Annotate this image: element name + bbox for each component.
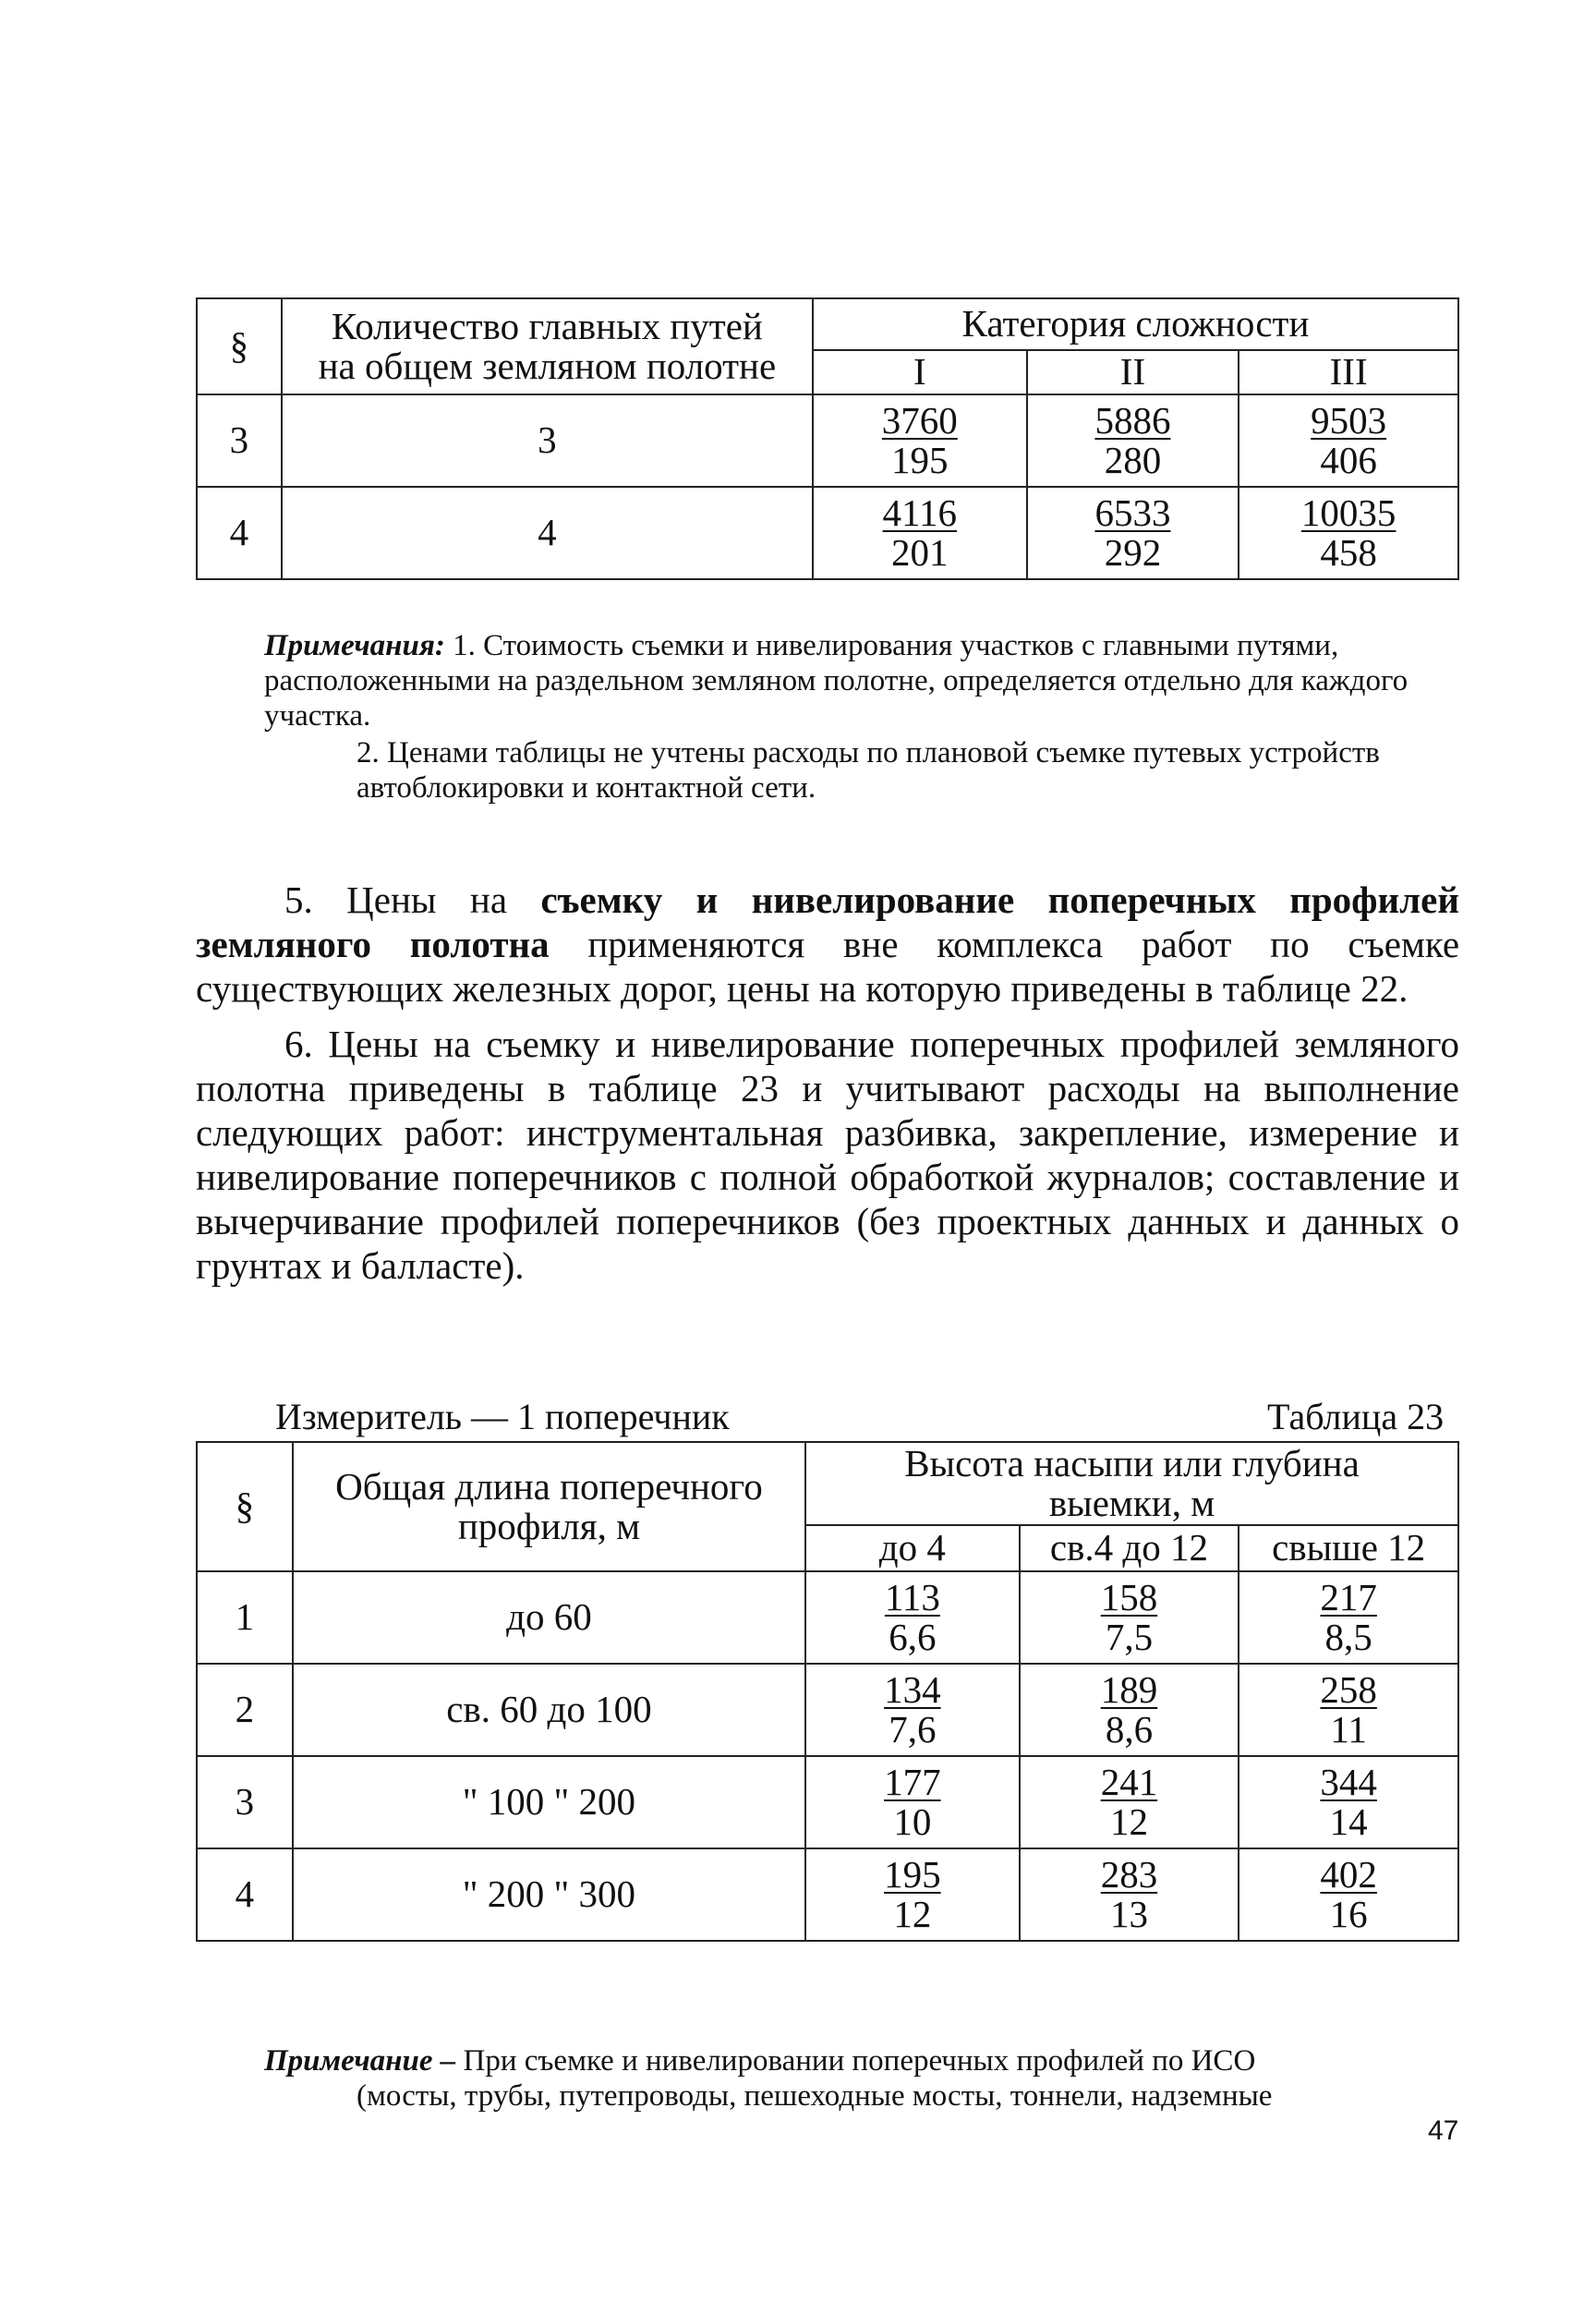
price-value: 4116 bbox=[882, 491, 958, 534]
price-cell bbox=[1239, 1664, 1458, 1756]
page-number: 47 bbox=[1428, 2115, 1459, 2146]
price-secondary-value: 12 bbox=[1109, 1800, 1148, 1843]
paragraph-6: 6. Цены на съемку и нивелирование поперечных профилей земляного полотна приведены в таблице 23 и учитывают расходы на выполнение следующих работ: инструментальная разбивка, закрепление, измерение и нивелирование поперечников с полной обработкой журналов; составление и вычерчивание профилей поперечников (без проектных данных и данных о грунтах и балласте). bbox=[196, 1023, 1459, 1287]
price-value: 134 bbox=[884, 1667, 941, 1711]
complexity-table bbox=[196, 297, 1459, 580]
table-row bbox=[197, 1664, 1458, 1756]
table1-notes bbox=[264, 628, 1465, 806]
paragraph-5-bold: съемку и нивелирование поперечных профилей земляного полотна bbox=[196, 878, 1459, 965]
price-cell bbox=[1020, 1664, 1239, 1756]
price-secondary-value: 14 bbox=[1329, 1800, 1368, 1843]
price-secondary-value: 458 bbox=[1320, 531, 1377, 574]
table-row bbox=[197, 1571, 1458, 1664]
row-section: 3 bbox=[197, 394, 282, 487]
row-section: 3 bbox=[197, 1756, 293, 1848]
price-secondary-value: 280 bbox=[1104, 439, 1162, 481]
row-profile-length: до 60 bbox=[293, 1571, 805, 1664]
body-text bbox=[196, 878, 1459, 1288]
price-secondary-value: 6,6 bbox=[889, 1616, 937, 1658]
price-cell bbox=[1020, 1848, 1239, 1941]
complexity-category-header: Категория сложности bbox=[813, 298, 1458, 350]
price-cell bbox=[813, 487, 1027, 579]
price-value: 258 bbox=[1320, 1667, 1377, 1711]
price-cell bbox=[1239, 1848, 1458, 1941]
note-line-2: (мосты, трубы, путепроводы, пешеходные мосты, тоннели, надземные bbox=[357, 2079, 1273, 2113]
note-label: Примечание – bbox=[264, 2044, 456, 2078]
profile-length-header bbox=[293, 1442, 805, 1571]
price-cell bbox=[805, 1664, 1020, 1756]
price-cell bbox=[1239, 394, 1458, 487]
row-tracks-count: 3 bbox=[282, 394, 813, 487]
note-1-rest: путями, расположенными на раздельном земляном полотне, определяется отдельно для каждого участка. bbox=[264, 629, 1409, 733]
paragraph-5 bbox=[196, 878, 1459, 1011]
height-col-3: свыше 12 bbox=[1239, 1525, 1458, 1571]
row-profile-length: св. 60 до 100 bbox=[293, 1664, 805, 1756]
row-profile-length: " 100 " 200 bbox=[293, 1756, 805, 1848]
price-value: 195 bbox=[884, 1852, 941, 1896]
price-secondary-value: 292 bbox=[1104, 531, 1162, 574]
price-value: 344 bbox=[1320, 1760, 1377, 1803]
price-value: 3760 bbox=[881, 398, 958, 442]
category-col-3: III bbox=[1239, 350, 1458, 394]
table2-meter: Измеритель — 1 поперечник bbox=[275, 1396, 730, 1437]
price-cell bbox=[1239, 1571, 1458, 1664]
row-profile-length: " 200 " 300 bbox=[293, 1848, 805, 1941]
height-header bbox=[805, 1442, 1458, 1525]
row-section: 4 bbox=[197, 487, 282, 579]
price-secondary-value: 406 bbox=[1320, 439, 1377, 481]
section-header: § bbox=[197, 298, 282, 394]
table-row bbox=[197, 487, 1458, 579]
price-value: 177 bbox=[884, 1760, 941, 1803]
tracks-count-header-line2: на общем земляном полотне bbox=[318, 345, 777, 387]
category-col-1: I bbox=[813, 350, 1027, 394]
table-row bbox=[197, 394, 1458, 487]
note-line-1 bbox=[264, 2043, 1465, 2078]
price-secondary-value: 195 bbox=[891, 439, 949, 481]
price-cell bbox=[1239, 487, 1458, 579]
price-secondary-value: 7,5 bbox=[1105, 1616, 1154, 1658]
price-secondary-value: 12 bbox=[893, 1893, 932, 1935]
price-secondary-value: 16 bbox=[1329, 1893, 1368, 1935]
section-header: § bbox=[197, 1442, 293, 1571]
price-value: 241 bbox=[1100, 1760, 1158, 1803]
paragraph-5-end: применяются вне комплекса работ по съемке существующих железных дорог, цены на которую приведены в таблице 22. bbox=[196, 923, 1460, 1010]
price-cell bbox=[1020, 1571, 1239, 1664]
row-tracks-count: 4 bbox=[282, 487, 813, 579]
price-cell bbox=[813, 394, 1027, 487]
height-header-line2: выемки, м bbox=[1048, 1482, 1215, 1524]
tracks-count-header bbox=[282, 298, 813, 394]
cross-section-table bbox=[196, 1441, 1459, 1942]
price-cell bbox=[1020, 1756, 1239, 1848]
price-cell bbox=[1027, 487, 1239, 579]
price-cell bbox=[1027, 394, 1239, 487]
height-header-line1: Высота насыпи или глубина bbox=[904, 1441, 1360, 1484]
price-value: 189 bbox=[1100, 1667, 1158, 1711]
table-row bbox=[197, 1756, 1458, 1848]
price-secondary-value: 13 bbox=[1109, 1893, 1148, 1935]
price-value: 158 bbox=[1100, 1575, 1158, 1618]
price-value: 402 bbox=[1320, 1852, 1377, 1896]
paragraph-5-start: 5. Цены на bbox=[284, 878, 541, 921]
price-value: 283 bbox=[1100, 1852, 1158, 1896]
tracks-count-header-line1: Количество главных путей bbox=[331, 304, 763, 347]
notes-label: Примечания: bbox=[264, 629, 445, 662]
category-col-2: II bbox=[1027, 350, 1239, 394]
price-cell bbox=[805, 1756, 1020, 1848]
price-secondary-value: 11 bbox=[1330, 1708, 1367, 1751]
price-value: 9503 bbox=[1311, 398, 1387, 442]
note-1-start: 1. Стоимость съемки и нивелирования участков с главными bbox=[453, 629, 1229, 662]
note-2: 2. Ценами таблицы не учтены расходы по плановой съемке путевых устройств автоблокировки и контактной сети. bbox=[357, 736, 1380, 805]
price-cell bbox=[805, 1848, 1020, 1941]
height-col-1: до 4 bbox=[805, 1525, 1020, 1571]
table2-note bbox=[264, 2043, 1465, 2114]
price-value: 113 bbox=[884, 1575, 940, 1618]
price-value: 217 bbox=[1320, 1575, 1377, 1618]
price-cell bbox=[805, 1571, 1020, 1664]
height-col-2: св.4 до 12 bbox=[1020, 1525, 1239, 1571]
note-line-1-text: При съемке и нивелировании поперечных профилей по ИСО bbox=[455, 2044, 1256, 2078]
row-section: 1 bbox=[197, 1571, 293, 1664]
profile-length-header-line2: профиля, м bbox=[457, 1505, 641, 1547]
price-value: 10035 bbox=[1300, 491, 1396, 534]
price-secondary-value: 201 bbox=[891, 531, 949, 574]
price-value: 6533 bbox=[1094, 491, 1171, 534]
price-value: 5886 bbox=[1094, 398, 1171, 442]
price-secondary-value: 8,5 bbox=[1324, 1616, 1372, 1658]
note-1 bbox=[264, 628, 1465, 733]
price-cell bbox=[1239, 1756, 1458, 1848]
row-section: 2 bbox=[197, 1664, 293, 1756]
table2-title: Таблица 23 bbox=[1267, 1396, 1445, 1437]
table-row bbox=[197, 1848, 1458, 1941]
price-secondary-value: 7,6 bbox=[889, 1708, 937, 1751]
row-section: 4 bbox=[197, 1848, 293, 1941]
price-secondary-value: 8,6 bbox=[1105, 1708, 1154, 1751]
price-secondary-value: 10 bbox=[893, 1800, 932, 1843]
profile-length-header-line1: Общая длина поперечного bbox=[335, 1464, 763, 1508]
